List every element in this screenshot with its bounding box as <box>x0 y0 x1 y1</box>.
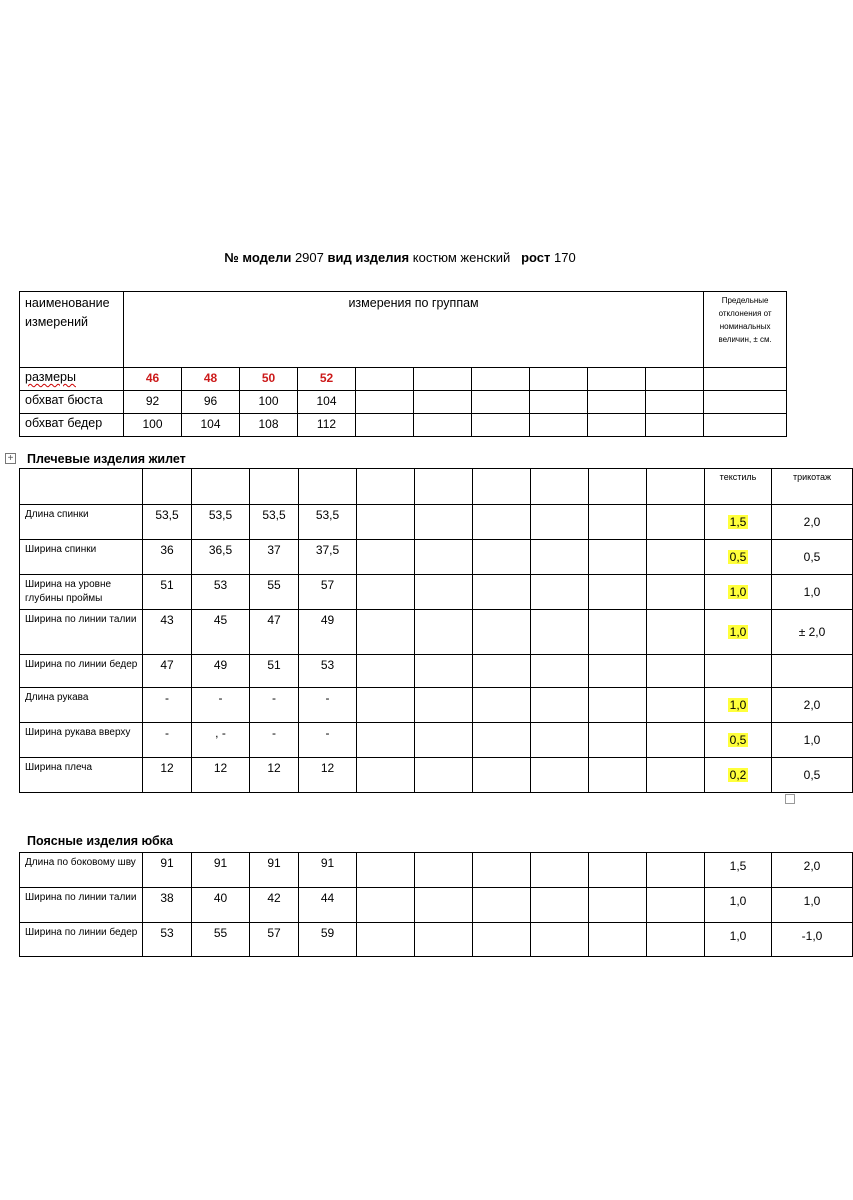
value-cell: 12 <box>192 758 250 793</box>
textile-cell <box>705 655 772 688</box>
size-cell: 46 <box>124 368 182 391</box>
textile-cell <box>705 575 772 610</box>
empty-cell <box>299 469 357 505</box>
empty-cell <box>415 505 473 540</box>
empty-cell <box>646 414 704 437</box>
empty-cell <box>589 853 647 888</box>
empty-cell <box>531 540 589 575</box>
value-cell: - <box>250 688 299 723</box>
knit-cell: ± 2,0 <box>772 610 853 655</box>
value-cell: 53,5 <box>250 505 299 540</box>
textile-cell <box>705 610 772 655</box>
col-knit-header: трикотаж <box>772 469 853 505</box>
textile-cell: 1,0 <box>705 888 772 923</box>
value-cell: 49 <box>192 655 250 688</box>
table-row <box>20 923 853 957</box>
empty-cell <box>531 723 589 758</box>
empty-cell <box>647 853 705 888</box>
empty-cell <box>646 391 704 414</box>
empty-cell <box>530 391 588 414</box>
empty-cell <box>589 758 647 793</box>
empty-cell <box>472 414 530 437</box>
table-row <box>20 655 853 688</box>
empty-cell <box>473 853 531 888</box>
empty-cell <box>415 888 473 923</box>
empty-cell <box>415 758 473 793</box>
empty-cell <box>531 655 589 688</box>
value-cell: 59 <box>299 923 357 957</box>
size-cell: 48 <box>182 368 240 391</box>
textile-cell <box>705 723 772 758</box>
value-cell: 37,5 <box>299 540 357 575</box>
value-cell: 49 <box>299 610 357 655</box>
empty-cell <box>589 575 647 610</box>
row-label: Ширина на уровне глубины проймы <box>20 575 143 610</box>
textile-value: 1,5 <box>729 515 747 529</box>
document-title <box>0 250 800 265</box>
value-cell: 91 <box>250 853 299 888</box>
value-cell: 38 <box>143 888 192 923</box>
empty-cell <box>414 368 472 391</box>
empty-cell <box>357 853 415 888</box>
empty-cell <box>415 655 473 688</box>
value-cell: 36,5 <box>192 540 250 575</box>
empty-cell <box>530 368 588 391</box>
value-cell: 53 <box>299 655 357 688</box>
table-row <box>20 853 853 888</box>
value-cell: 57 <box>299 575 357 610</box>
empty-cell <box>415 575 473 610</box>
textile-value: 0,2 <box>729 768 747 782</box>
empty-cell <box>647 655 705 688</box>
value-cell: 92 <box>124 391 182 414</box>
value-cell: 51 <box>250 655 299 688</box>
empty-cell <box>415 540 473 575</box>
sizes-label: размеры <box>25 370 76 384</box>
value-cell: 96 <box>182 391 240 414</box>
empty-cell <box>589 469 647 505</box>
section-skirt-title: Поясные изделия юбка <box>27 834 173 848</box>
empty-cell <box>704 414 787 437</box>
empty-cell <box>647 505 705 540</box>
empty-cell <box>647 610 705 655</box>
knit-cell: 0,5 <box>772 540 853 575</box>
empty-cell <box>357 505 415 540</box>
empty-cell <box>357 723 415 758</box>
empty-cell <box>704 391 787 414</box>
empty-cell <box>473 888 531 923</box>
value-cell: - <box>143 688 192 723</box>
empty-cell <box>647 888 705 923</box>
table-row <box>20 688 853 723</box>
empty-cell <box>531 853 589 888</box>
value-cell: 55 <box>192 923 250 957</box>
sizes-table <box>19 291 787 437</box>
table-row <box>20 610 853 655</box>
empty-cell <box>357 469 415 505</box>
value-cell: 37 <box>250 540 299 575</box>
textile-value: 1,0 <box>729 698 747 712</box>
empty-cell <box>588 368 646 391</box>
value-cell: - <box>299 688 357 723</box>
empty-cell <box>647 575 705 610</box>
empty-cell <box>357 540 415 575</box>
sizes-label-cell <box>20 368 124 391</box>
table-row <box>20 414 787 437</box>
empty-cell <box>647 688 705 723</box>
empty-cell <box>356 391 414 414</box>
row-label: Ширина спинки <box>20 540 143 575</box>
value-cell: 53 <box>143 923 192 957</box>
size-cell: 52 <box>298 368 356 391</box>
empty-cell <box>357 888 415 923</box>
type-label: вид изделия <box>327 250 410 265</box>
table-row <box>20 575 853 610</box>
empty-cell <box>415 723 473 758</box>
value-cell: 100 <box>240 391 298 414</box>
empty-cell <box>531 575 589 610</box>
empty-cell <box>250 469 299 505</box>
empty-cell <box>589 688 647 723</box>
empty-cell <box>357 610 415 655</box>
type-value: костюм женский <box>412 250 511 265</box>
empty-cell <box>473 469 531 505</box>
row-label: Длина рукава <box>20 688 143 723</box>
textile-cell <box>705 688 772 723</box>
value-cell: 47 <box>250 610 299 655</box>
value-cell: 108 <box>240 414 298 437</box>
value-cell: 42 <box>250 888 299 923</box>
table-row <box>20 758 853 793</box>
empty-cell <box>473 610 531 655</box>
height-value: 170 <box>554 250 576 265</box>
value-cell: 53,5 <box>299 505 357 540</box>
knit-cell: 2,0 <box>772 853 853 888</box>
empty-cell <box>357 575 415 610</box>
textile-cell: 1,5 <box>705 853 772 888</box>
vest-rows <box>20 505 853 793</box>
name-header-cell <box>20 292 124 368</box>
textile-cell <box>705 505 772 540</box>
value-cell: 12 <box>250 758 299 793</box>
table-row <box>20 888 853 923</box>
empty-cell <box>357 923 415 957</box>
knit-cell: 1,0 <box>772 575 853 610</box>
value-cell: 53 <box>192 575 250 610</box>
empty-cell <box>414 414 472 437</box>
empty-cell <box>704 368 787 391</box>
empty-cell <box>589 923 647 957</box>
empty-cell <box>531 758 589 793</box>
row-label: Ширина по линии талии <box>20 610 143 655</box>
skirt-table <box>19 852 853 957</box>
value-cell: 44 <box>299 888 357 923</box>
size-cell: 50 <box>240 368 298 391</box>
textile-value: 0,5 <box>729 550 747 564</box>
empty-cell <box>473 723 531 758</box>
model-value: 2907 <box>294 250 324 265</box>
empty-cell <box>589 655 647 688</box>
empty-cell <box>357 688 415 723</box>
row-label: Ширина по линии талии <box>20 888 143 923</box>
value-cell: 51 <box>143 575 192 610</box>
empty-cell <box>473 688 531 723</box>
empty-cell <box>646 368 704 391</box>
empty-cell <box>531 688 589 723</box>
value-cell: - <box>143 723 192 758</box>
value-cell: 112 <box>298 414 356 437</box>
empty-cell <box>647 923 705 957</box>
value-cell: 43 <box>143 610 192 655</box>
deviation-header: Предельные отклонения от номинальных величин, ± см. <box>704 292 787 368</box>
name-header-line2: измерений <box>25 315 89 329</box>
col-textile-header: текстиль <box>705 469 772 505</box>
empty-cell <box>473 540 531 575</box>
value-cell: 57 <box>250 923 299 957</box>
table-row <box>20 368 787 391</box>
height-label: рост <box>521 250 551 265</box>
empty-cell <box>415 688 473 723</box>
empty-cell <box>647 723 705 758</box>
empty-cell <box>357 655 415 688</box>
empty-cell <box>531 923 589 957</box>
section-vest-title: Плечевые изделия жилет <box>27 452 186 466</box>
value-cell: 36 <box>143 540 192 575</box>
empty-cell <box>472 391 530 414</box>
empty-cell <box>589 610 647 655</box>
value-cell: 12 <box>299 758 357 793</box>
empty-cell <box>589 888 647 923</box>
knit-cell: 2,0 <box>772 505 853 540</box>
empty-cell <box>473 923 531 957</box>
value-cell: - <box>250 723 299 758</box>
textile-cell <box>705 758 772 793</box>
empty-cell <box>589 723 647 758</box>
row-label: обхват бюста <box>20 391 124 414</box>
row-label: обхват бедер <box>20 414 124 437</box>
value-cell: 45 <box>192 610 250 655</box>
table-row <box>20 540 853 575</box>
textile-cell: 1,0 <box>705 923 772 957</box>
empty-cell <box>588 391 646 414</box>
knit-cell: 0,5 <box>772 758 853 793</box>
value-cell: 104 <box>182 414 240 437</box>
value-cell: 91 <box>143 853 192 888</box>
empty-cell <box>473 758 531 793</box>
value-cell: 47 <box>143 655 192 688</box>
empty-cell <box>415 469 473 505</box>
empty-cell <box>415 610 473 655</box>
empty-cell <box>647 469 705 505</box>
empty-cell <box>531 888 589 923</box>
empty-cell <box>143 469 192 505</box>
empty-cell <box>647 758 705 793</box>
empty-cell <box>356 414 414 437</box>
name-header-line1: наименование <box>25 296 110 310</box>
row-label: Ширина по линии бедер <box>20 655 143 688</box>
textile-value: 1,0 <box>729 625 747 639</box>
table-row <box>20 292 787 368</box>
row-label: Длина по боковому шву <box>20 853 143 888</box>
empty-cell <box>531 505 589 540</box>
knit-cell: 2,0 <box>772 688 853 723</box>
empty-cell <box>589 540 647 575</box>
table-row <box>20 723 853 758</box>
empty-cell <box>20 469 143 505</box>
textile-cell <box>705 540 772 575</box>
move-cross-icon[interactable]: + <box>5 453 16 464</box>
empty-cell <box>192 469 250 505</box>
value-cell: - <box>192 688 250 723</box>
empty-cell <box>531 469 589 505</box>
empty-cell <box>531 610 589 655</box>
empty-cell <box>530 414 588 437</box>
row-label: Ширина по линии бедер <box>20 923 143 957</box>
textile-value: 1,0 <box>729 585 747 599</box>
value-cell: 12 <box>143 758 192 793</box>
value-cell: 91 <box>192 853 250 888</box>
empty-cell <box>414 391 472 414</box>
value-cell: 100 <box>124 414 182 437</box>
empty-cell <box>415 853 473 888</box>
table-row <box>20 505 853 540</box>
value-cell: 53,5 <box>143 505 192 540</box>
knit-cell: 1,0 <box>772 888 853 923</box>
model-label: № модели <box>224 250 292 265</box>
textile-value: 0,5 <box>729 733 747 747</box>
empty-cell <box>589 505 647 540</box>
knit-cell: 1,0 <box>772 723 853 758</box>
table-row <box>20 391 787 414</box>
knit-cell: -1,0 <box>772 923 853 957</box>
table-resize-icon[interactable] <box>785 794 795 804</box>
knit-cell <box>772 655 853 688</box>
vest-table <box>19 468 853 793</box>
value-cell: 55 <box>250 575 299 610</box>
empty-cell <box>415 923 473 957</box>
value-cell: - <box>299 723 357 758</box>
row-label: Ширина рукава вверху <box>20 723 143 758</box>
table-row <box>20 469 853 505</box>
value-cell: 91 <box>299 853 357 888</box>
empty-cell <box>472 368 530 391</box>
value-cell: 104 <box>298 391 356 414</box>
empty-cell <box>356 368 414 391</box>
empty-cell <box>473 575 531 610</box>
empty-cell <box>473 505 531 540</box>
value-cell: 53,5 <box>192 505 250 540</box>
skirt-rows <box>20 853 853 957</box>
value-cell: , - <box>192 723 250 758</box>
row-label: Длина спинки <box>20 505 143 540</box>
groups-header: измерения по группам <box>124 292 704 368</box>
value-cell: 40 <box>192 888 250 923</box>
empty-cell <box>588 414 646 437</box>
empty-cell <box>647 540 705 575</box>
empty-cell <box>473 655 531 688</box>
row-label: Ширина плеча <box>20 758 143 793</box>
empty-cell <box>357 758 415 793</box>
